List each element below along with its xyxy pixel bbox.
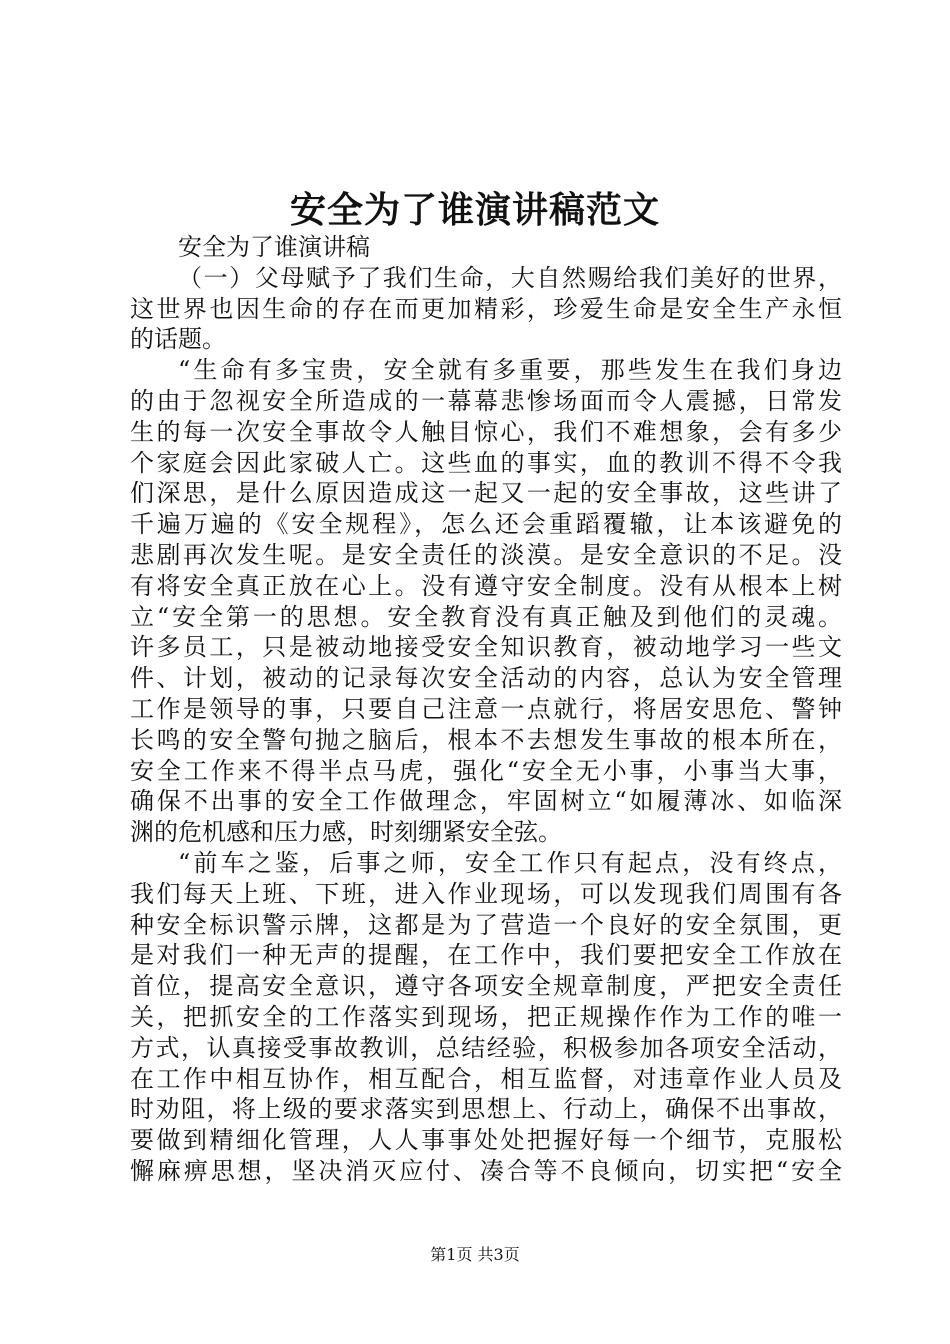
text-line: 立“安全第一的思想。安全教育没有真正触及到他们的灵魂。	[130, 602, 842, 631]
text-line: 悲剧再次发生呢。是安全责任的淡漠。是安全意识的不足。没	[130, 540, 842, 569]
text-line: 方式，认真接受事故教训，总结经验，积极参加各项安全活动，	[130, 1033, 842, 1062]
text-line: 时劝阻，将上级的要求落实到思想上、行动上，确保不出事故，	[130, 1095, 842, 1124]
text-line: 安全为了谁演讲稿	[178, 233, 370, 261]
text-line: “生命有多宝贵，安全就有多重要，那些发生在我们身边	[178, 356, 842, 385]
text-line: 长鸣的安全警句抛之脑后，根本不去想发生事故的根本所在，	[130, 725, 842, 754]
text-line: 确保不出事的安全工作做理念，牢固树立“如履薄冰、如临深	[130, 787, 842, 816]
text-line: 关，把抓安全的工作落实到现场，把正规操作作为工作的唯一	[130, 1002, 842, 1031]
text-line: 渊的危机感和压力感，时刻绷紧安全弦。	[130, 818, 562, 847]
text-line: 们深思，是什么原因造成这一起又一起的安全事故，这些讲了	[130, 479, 842, 508]
text-line: 千遍万遍的《安全规程》，怎么还会重蹈覆辙，让本该避免的	[130, 510, 842, 539]
text-line: 生的每一次安全事故令人触目惊心，我们不难想象，会有多少	[130, 417, 842, 446]
text-line: 的话题。	[130, 325, 226, 354]
text-line: 有将安全真正放在心上。没有遵守安全制度。没有从根本上树	[130, 571, 842, 600]
text-line: 懈麻痹思想，坚决消灭应付、凑合等不良倾向，切实把“安全	[130, 1156, 842, 1185]
text-line: 在工作中相互协作，相互配合，相互监督，对违章作业人员及	[130, 1064, 842, 1093]
text-line: “前车之鉴，后事之师，安全工作只有起点，没有终点，	[178, 848, 842, 877]
page-footer: 第1页 共3页	[430, 1245, 520, 1264]
text-line: 我们每天上班、下班，进入作业现场，可以发现我们周围有各	[130, 879, 842, 908]
text-line: 件、计划，被动的记录每次安全活动的内容，总认为安全管理	[130, 664, 842, 693]
text-line: 这世界也因生命的存在而更加精彩，珍爱生命是安全生产永恒	[130, 294, 842, 323]
document-body	[130, 232, 842, 1187]
text-line: 是对我们一种无声的提醒，在工作中，我们要把安全工作放在	[130, 941, 842, 970]
text-line: 的由于忽视安全所造成的一幕幕悲惨场面而令人震撼，日常发	[130, 386, 842, 415]
text-line: 首位，提高安全意识，遵守各项安全规章制度，严把安全责任	[130, 972, 842, 1001]
page-title: 安全为了谁演讲稿范文	[289, 189, 660, 231]
text-line: 许多员工，只是被动地接受安全知识教育，被动地学习一些文	[130, 633, 842, 662]
text-line: 要做到精细化管理，人人事事处处把握好每一个细节，克服松	[130, 1126, 842, 1155]
text-line: 种安全标识警示牌，这都是为了营造一个良好的安全氛围，更	[130, 910, 842, 939]
text-line: 个家庭会因此家破人亡。这些血的事实，血的教训不得不令我	[130, 448, 842, 477]
text-line: （一）父母赋予了我们生命，大自然赐给我们美好的世界，	[178, 263, 842, 292]
text-line: 工作是领导的事，只要自己注意一点就行，将居安思危、警钟	[130, 694, 842, 723]
text-line: 安全工作来不得半点马虎，强化“安全无小事，小事当大事，	[130, 756, 842, 785]
